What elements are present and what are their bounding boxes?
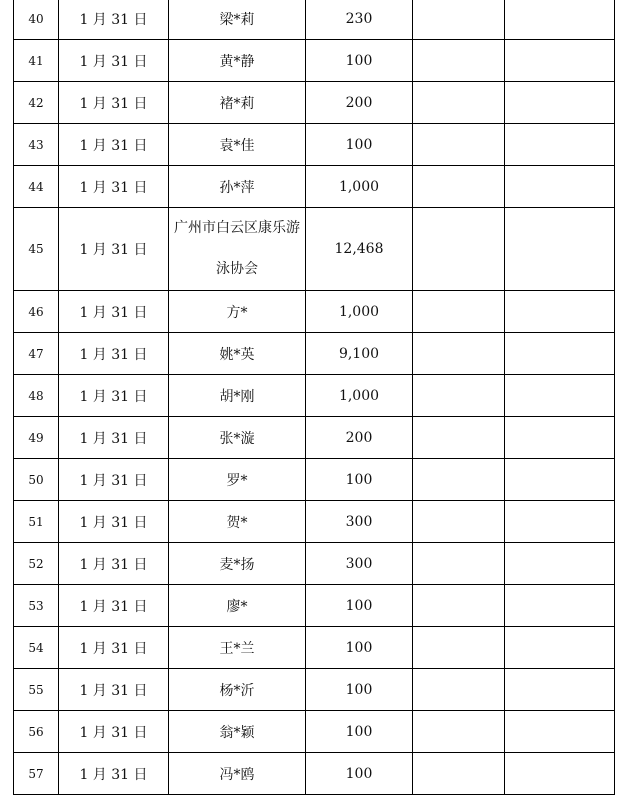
row-number-cell: 55 (14, 669, 59, 711)
empty-cell (505, 753, 615, 795)
empty-cell (413, 501, 505, 543)
amount-cell: 100 (306, 124, 413, 166)
date-cell: 1 月 31 日 (59, 124, 169, 166)
donor-cell: 方* (169, 291, 306, 333)
empty-cell (413, 291, 505, 333)
donor-cell: 褚*莉 (169, 82, 306, 124)
table-row (14, 669, 615, 711)
date-cell: 1 月 31 日 (59, 40, 169, 82)
row-number-cell: 57 (14, 753, 59, 795)
date-cell: 1 月 31 日 (59, 501, 169, 543)
row-number-cell: 45 (14, 208, 59, 291)
date-cell: 1 月 31 日 (59, 711, 169, 753)
empty-cell (505, 501, 615, 543)
table-row (14, 124, 615, 166)
date-cell: 1 月 31 日 (59, 627, 169, 669)
empty-cell (505, 40, 615, 82)
donor-cell: 翁*颖 (169, 711, 306, 753)
table-row (14, 753, 615, 795)
empty-cell (505, 459, 615, 501)
empty-cell (505, 543, 615, 585)
donor-cell (169, 208, 306, 291)
donor-cell: 杨*沂 (169, 669, 306, 711)
table-row (14, 627, 615, 669)
row-number-cell: 43 (14, 124, 59, 166)
donation-table (13, 0, 615, 795)
amount-cell: 230 (306, 0, 413, 40)
table-row (14, 417, 615, 459)
date-cell: 1 月 31 日 (59, 585, 169, 627)
date-cell: 1 月 31 日 (59, 375, 169, 417)
amount-cell: 100 (306, 753, 413, 795)
date-cell: 1 月 31 日 (59, 669, 169, 711)
donation-table-body (14, 0, 615, 795)
amount-cell: 100 (306, 711, 413, 753)
table-row (14, 375, 615, 417)
empty-cell (505, 333, 615, 375)
donor-cell: 袁*佳 (169, 124, 306, 166)
donor-cell: 姚*英 (169, 333, 306, 375)
row-number-cell: 46 (14, 291, 59, 333)
empty-cell (413, 459, 505, 501)
empty-cell (413, 669, 505, 711)
amount-cell: 100 (306, 627, 413, 669)
donor-cell: 冯*鸥 (169, 753, 306, 795)
row-number-cell: 49 (14, 417, 59, 459)
date-cell: 1 月 31 日 (59, 291, 169, 333)
empty-cell (413, 40, 505, 82)
amount-cell: 300 (306, 543, 413, 585)
donor-cell: 梁*莉 (169, 0, 306, 40)
empty-cell (505, 291, 615, 333)
empty-cell (505, 0, 615, 40)
row-number-cell: 50 (14, 459, 59, 501)
amount-cell: 12,468 (306, 208, 413, 291)
amount-cell: 1,000 (306, 375, 413, 417)
row-number-cell: 56 (14, 711, 59, 753)
table-row (14, 82, 615, 124)
empty-cell (413, 417, 505, 459)
donor-cell: 张*漩 (169, 417, 306, 459)
empty-cell (413, 208, 505, 291)
row-number-cell: 52 (14, 543, 59, 585)
table-row (14, 0, 615, 40)
donor-cell: 麦*扬 (169, 543, 306, 585)
empty-cell (413, 333, 505, 375)
amount-cell: 100 (306, 40, 413, 82)
empty-cell (413, 82, 505, 124)
row-number-cell: 44 (14, 166, 59, 208)
empty-cell (413, 124, 505, 166)
empty-cell (413, 711, 505, 753)
amount-cell: 1,000 (306, 291, 413, 333)
row-number-cell: 51 (14, 501, 59, 543)
donor-cell: 贺* (169, 501, 306, 543)
empty-cell (505, 208, 615, 291)
donor-cell: 黄*静 (169, 40, 306, 82)
date-cell: 1 月 31 日 (59, 0, 169, 40)
table-row (14, 333, 615, 375)
date-cell: 1 月 31 日 (59, 82, 169, 124)
empty-cell (505, 627, 615, 669)
date-cell: 1 月 31 日 (59, 753, 169, 795)
table-row (14, 166, 615, 208)
donor-name: 广州市白云区康乐游泳协会 (174, 220, 300, 277)
amount-cell: 9,100 (306, 333, 413, 375)
empty-cell (505, 585, 615, 627)
empty-cell (505, 417, 615, 459)
amount-cell: 100 (306, 585, 413, 627)
table-row (14, 543, 615, 585)
empty-cell (413, 375, 505, 417)
row-number-cell: 41 (14, 40, 59, 82)
date-cell: 1 月 31 日 (59, 166, 169, 208)
empty-cell (413, 543, 505, 585)
row-number-cell: 54 (14, 627, 59, 669)
empty-cell (505, 375, 615, 417)
date-cell: 1 月 31 日 (59, 543, 169, 585)
row-number-cell: 53 (14, 585, 59, 627)
amount-cell: 100 (306, 669, 413, 711)
donor-cell: 胡*刚 (169, 375, 306, 417)
empty-cell (413, 166, 505, 208)
row-number-cell: 42 (14, 82, 59, 124)
date-cell: 1 月 31 日 (59, 417, 169, 459)
empty-cell (413, 0, 505, 40)
empty-cell (413, 585, 505, 627)
table-row (14, 208, 615, 291)
table-row (14, 459, 615, 501)
table-row (14, 585, 615, 627)
empty-cell (505, 669, 615, 711)
date-cell: 1 月 31 日 (59, 333, 169, 375)
donor-cell: 罗* (169, 459, 306, 501)
amount-cell: 100 (306, 459, 413, 501)
table-row (14, 291, 615, 333)
amount-cell: 200 (306, 82, 413, 124)
empty-cell (505, 711, 615, 753)
empty-cell (505, 82, 615, 124)
amount-cell: 1,000 (306, 166, 413, 208)
empty-cell (413, 753, 505, 795)
empty-cell (505, 124, 615, 166)
row-number-cell: 47 (14, 333, 59, 375)
table-row (14, 711, 615, 753)
date-cell: 1 月 31 日 (59, 208, 169, 291)
table-row (14, 40, 615, 82)
row-number-cell: 48 (14, 375, 59, 417)
empty-cell (505, 166, 615, 208)
date-cell: 1 月 31 日 (59, 459, 169, 501)
donor-cell: 王*兰 (169, 627, 306, 669)
table-row (14, 501, 615, 543)
empty-cell (413, 627, 505, 669)
donor-cell: 廖* (169, 585, 306, 627)
amount-cell: 300 (306, 501, 413, 543)
donor-cell: 孙*萍 (169, 166, 306, 208)
row-number-cell: 40 (14, 0, 59, 40)
amount-cell: 200 (306, 417, 413, 459)
